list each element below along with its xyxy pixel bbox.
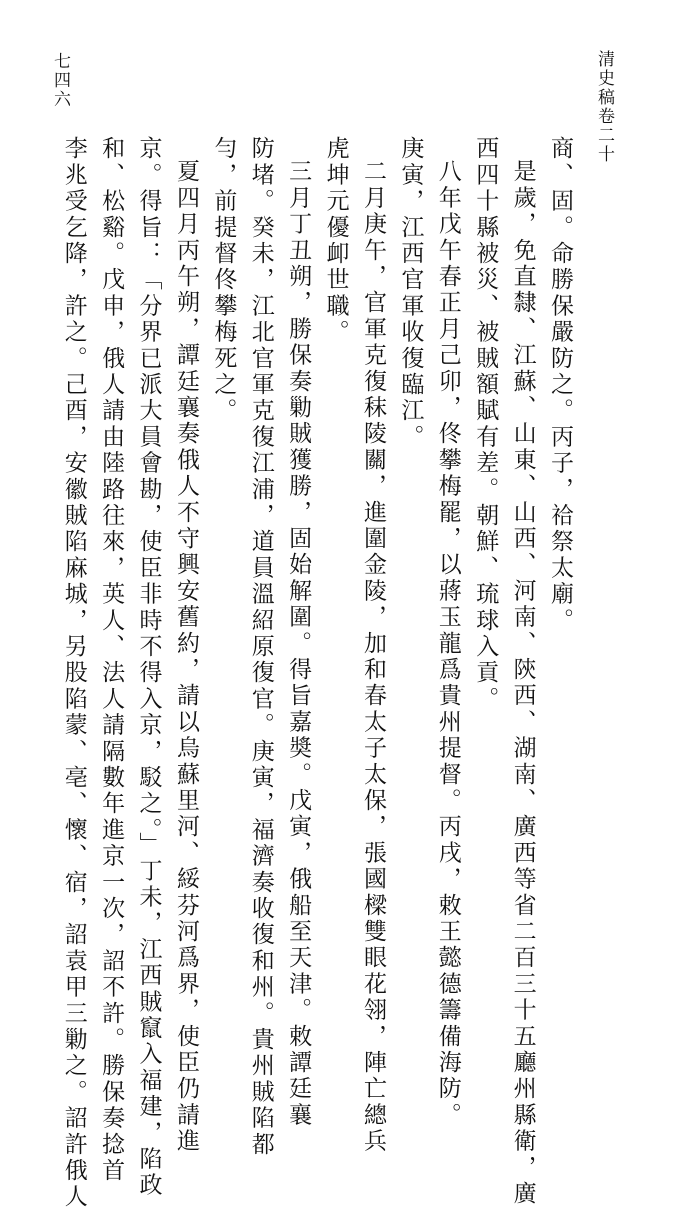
text-column: 三月丁丑朔，勝保奏勦賊獲勝，固始解圍。得旨嘉奬。戊寅，俄船至天津。敕譚廷襄 — [285, 159, 312, 1129]
text-column: 商、固。命勝保嚴防之。丙子，祫祭太廟。 — [547, 136, 573, 634]
text-column: 和、松谿。戊申，俄人請由陸路往來，英人、法人請隔數年進京一次，詔不許。勝保奏捻首 — [98, 136, 125, 1184]
page-number: 七四六 — [50, 52, 70, 109]
text-column: 京。得旨：「分界已派大員會勘，使臣非時不得入京，駁之。」丁未，江西賊竄入福建，陷政 — [135, 136, 162, 1199]
text-column: 防堵。癸未，江北官軍克復江浦，道員溫紹原復官。庚寅，福濟奏收復和州。貴州賊陷都 — [247, 136, 274, 1158]
text-column: 庚寅，江西官軍收復臨江。 — [397, 136, 424, 451]
text-body — [60, 136, 578, 1210]
text-column: 二月庚午，官軍克復秣陵關，進圍金陵，加和春太子太保，張國樑雙眼花翎，陣亡總兵 — [359, 159, 386, 1155]
text-column: 是歲，免直隸、江蘇、山東、山西、河南、陝西、湖南、廣西等省二百三十五廳州縣衛，廣 — [509, 159, 536, 1207]
running-title: 清史稿卷二十 — [594, 50, 614, 164]
text-column: 西四十縣被災、被賊額賦有差。朝鮮、琉球入貢。 — [472, 136, 499, 713]
text-column: 勻，前提督佟攀梅死之。 — [210, 136, 237, 425]
text-column: 虎坤元優卹世職。 — [322, 136, 349, 346]
text-column: 八年戊午春正月己卯，佟攀梅罷，以蔣玉龍爲貴州提督。丙戌，敕王懿德籌備海防。 — [434, 159, 461, 1129]
text-column: 夏四月丙午朔，譚廷襄奏俄人不守興安舊約，請以烏蘇里河、綏芬河爲界，使臣仍請進 — [172, 159, 199, 1155]
text-column: 李兆受乞降，許之。己酉，安徽賊陷麻城，另股陷蒙、亳、懷、宿，詔袁甲三勦之。詔許俄人 — [60, 136, 87, 1210]
